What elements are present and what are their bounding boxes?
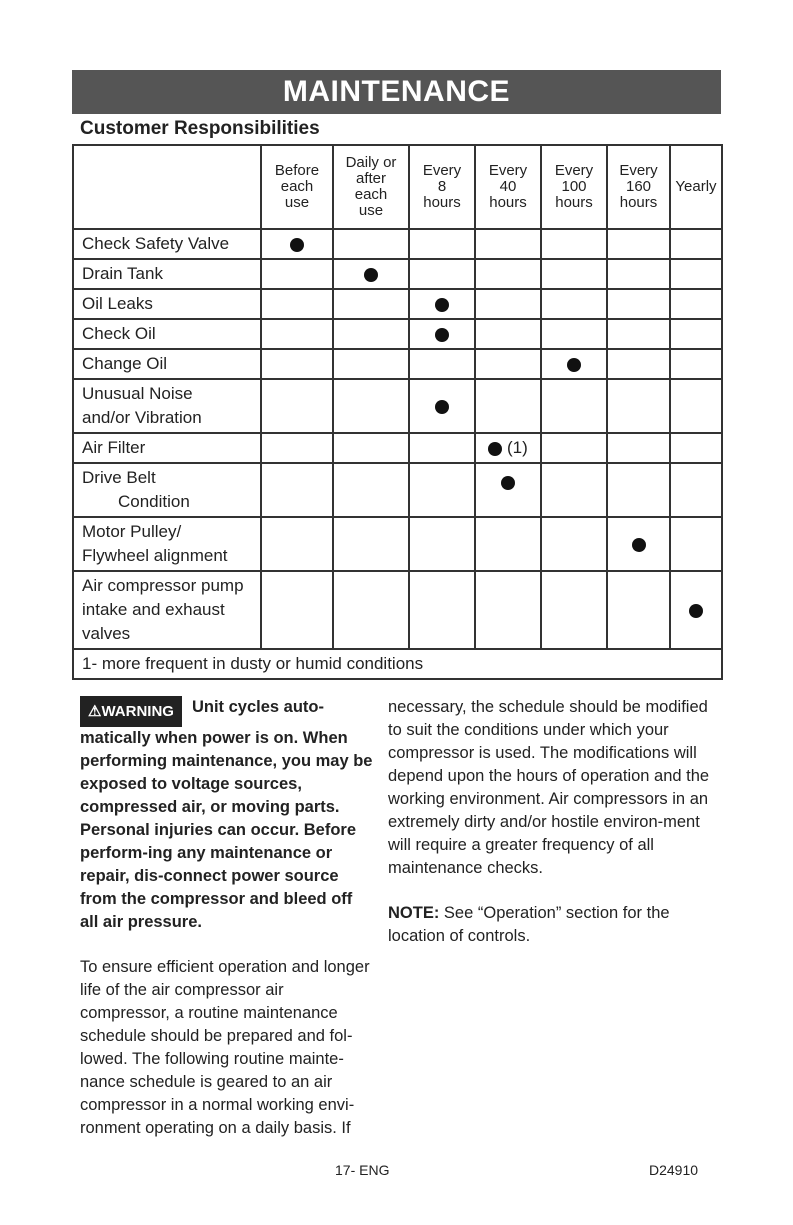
task-label: Change Oil (73, 349, 261, 379)
schedule-cell (409, 229, 475, 259)
table-row (73, 319, 722, 349)
schedule-cell (261, 571, 333, 649)
schedule-cell (333, 349, 409, 379)
schedule-cell (261, 433, 333, 463)
schedule-cell (541, 349, 607, 379)
table-row (73, 433, 722, 463)
schedule-cell (670, 433, 722, 463)
page-number: 17- ENG (335, 1162, 390, 1178)
task-label: Motor Pulley/ Flywheel alignment (73, 517, 261, 571)
schedule-cell (670, 571, 722, 649)
schedule-cell (475, 229, 541, 259)
note-block (388, 902, 718, 948)
table-row (73, 571, 722, 649)
schedule-cell (261, 289, 333, 319)
schedule-cell (541, 289, 607, 319)
schedule-cell (475, 571, 541, 649)
table-row (73, 259, 722, 289)
schedule-cell (670, 463, 722, 517)
schedule-cell (541, 229, 607, 259)
schedule-cell (607, 319, 670, 349)
schedule-cell (541, 379, 607, 433)
column-header: Every 40 hours (475, 145, 541, 229)
schedule-cell (670, 319, 722, 349)
maintenance-schedule-table (72, 144, 723, 680)
schedule-cell (409, 289, 475, 319)
schedule-cell (333, 289, 409, 319)
left-column (80, 696, 375, 1162)
schedule-cell (475, 319, 541, 349)
schedule-cell (475, 259, 541, 289)
warning-block (80, 696, 375, 934)
schedule-cell (541, 463, 607, 517)
schedule-cell (409, 571, 475, 649)
column-header: Every 100 hours (541, 145, 607, 229)
schedule-cell (333, 517, 409, 571)
task-label: Drain Tank (73, 259, 261, 289)
schedule-cell (261, 259, 333, 289)
check-dot-icon (435, 298, 449, 312)
note-text: See “Operation” section for the location of controls. (388, 904, 670, 945)
task-label: Drive Belt Condition (73, 463, 261, 517)
task-label: Check Oil (73, 319, 261, 349)
footnote-row (73, 649, 722, 679)
column-header: Daily or after each use (333, 145, 409, 229)
task-label: Air Filter (73, 433, 261, 463)
schedule-cell (541, 571, 607, 649)
schedule-cell (541, 259, 607, 289)
schedule-cell (607, 517, 670, 571)
header-blank (73, 145, 261, 229)
table-row (73, 289, 722, 319)
schedule-cell (261, 463, 333, 517)
paragraph-2: necessary, the schedule should be modified to suit the conditions under which your compressor is used. The modifications will depend upon the hours of operation and the working environment. Air compressors in an extremely dirty and/or hostile environ-ment will require a greater frequency of all maintenance checks. (388, 698, 710, 877)
schedule-cell (475, 349, 541, 379)
check-dot-icon (689, 604, 703, 618)
check-dot-icon (501, 476, 515, 490)
document-code: D24910 (649, 1162, 699, 1178)
table-row (73, 229, 722, 259)
schedule-cell (475, 433, 541, 463)
schedule-cell (333, 229, 409, 259)
check-dot-icon (435, 400, 449, 414)
task-label: Oil Leaks (73, 289, 261, 319)
check-dot-icon (364, 268, 378, 282)
table-body (73, 229, 722, 679)
column-header: Yearly (670, 145, 722, 229)
schedule-cell (670, 289, 722, 319)
schedule-cell (607, 571, 670, 649)
right-column (388, 696, 718, 970)
check-dot-icon (435, 328, 449, 342)
table-row (73, 349, 722, 379)
table-row (73, 379, 722, 433)
schedule-cell (333, 433, 409, 463)
schedule-cell (670, 259, 722, 289)
table-header-row (73, 145, 722, 229)
schedule-cell (541, 433, 607, 463)
column-header: Every 160 hours (607, 145, 670, 229)
schedule-cell (261, 229, 333, 259)
task-label: Air compressor pump intake and exhaust valves (73, 571, 261, 649)
column-header: Before each use (261, 145, 333, 229)
schedule-cell (409, 463, 475, 517)
table-row (73, 463, 722, 517)
schedule-cell (261, 349, 333, 379)
schedule-cell (607, 289, 670, 319)
schedule-cell (607, 463, 670, 517)
schedule-cell (409, 319, 475, 349)
schedule-cell (261, 517, 333, 571)
table-row (73, 517, 722, 571)
schedule-cell (333, 463, 409, 517)
schedule-cell (670, 379, 722, 433)
schedule-cell (409, 517, 475, 571)
schedule-cell (333, 259, 409, 289)
section-banner: MAINTENANCE (72, 70, 721, 114)
schedule-cell (541, 319, 607, 349)
warning-badge: ⚠WARNING (80, 696, 182, 727)
check-dot-icon (290, 238, 304, 252)
schedule-cell (475, 289, 541, 319)
footnote-ref: (1) (502, 438, 528, 457)
task-label: Check Safety Valve (73, 229, 261, 259)
schedule-cell (607, 229, 670, 259)
schedule-cell (409, 349, 475, 379)
footnote-text: 1- more frequent in dusty or humid conditions (73, 649, 722, 679)
schedule-cell (670, 229, 722, 259)
schedule-cell (607, 433, 670, 463)
paragraph-1: To ensure efficient operation and longer life of the air compressor air compressor, a routine maintenance schedule should be prepared and fol-lowed. The following routine mainte-nance schedule is geared to an air compressor in a normal working envi-ronment operating on a daily basis. If (80, 958, 370, 1137)
schedule-cell (333, 571, 409, 649)
check-dot-icon (632, 538, 646, 552)
section-subtitle: Customer Responsibilities (80, 118, 320, 139)
schedule-cell (670, 517, 722, 571)
check-dot-icon (567, 358, 581, 372)
schedule-cell (541, 517, 607, 571)
schedule-cell (475, 517, 541, 571)
schedule-cell (607, 379, 670, 433)
schedule-cell (261, 319, 333, 349)
column-header: Every 8 hours (409, 145, 475, 229)
schedule-cell (333, 319, 409, 349)
schedule-cell (333, 379, 409, 433)
schedule-cell (409, 433, 475, 463)
schedule-cell (607, 259, 670, 289)
schedule-cell (475, 463, 541, 517)
schedule-cell (607, 349, 670, 379)
task-label: Unusual Noise and/or Vibration (73, 379, 261, 433)
check-dot-icon (488, 442, 502, 456)
note-label: NOTE: (388, 904, 440, 922)
schedule-cell (670, 349, 722, 379)
schedule-cell (261, 379, 333, 433)
schedule-cell (409, 259, 475, 289)
warning-text: Unit cycles auto-matically when power is on. When performing maintenance, you may be exposed to voltage sources, compressed air, or moving parts. Personal injuries can occur. Before perform-ing any maintenance or repair, dis-connect power source from the compressor and bleed off all air pressure. (80, 698, 373, 931)
schedule-cell (475, 379, 541, 433)
schedule-cell (409, 379, 475, 433)
